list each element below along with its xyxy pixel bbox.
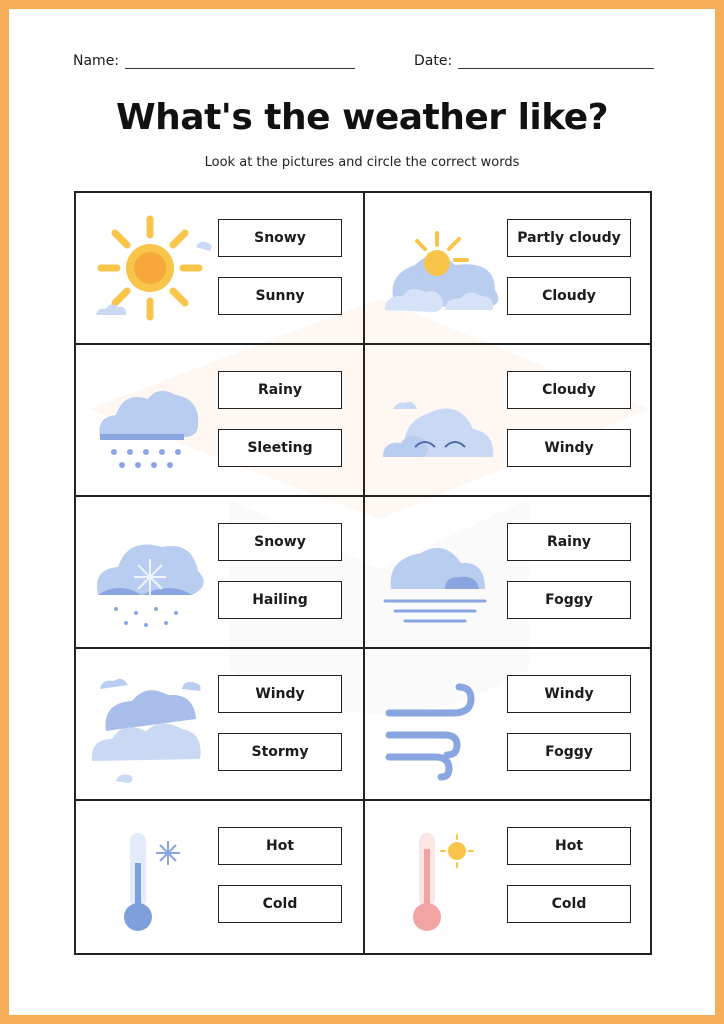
exercise-cell bbox=[365, 193, 652, 345]
exercise-cell bbox=[76, 345, 363, 497]
instructions: Look at the pictures and circle the correct words bbox=[204, 155, 520, 170]
cloudy-icon bbox=[375, 357, 505, 485]
answer-option[interactable]: Partly cloudy bbox=[507, 219, 631, 257]
answer-option[interactable]: Snowy bbox=[218, 523, 342, 561]
answer-option[interactable]: Rainy bbox=[507, 523, 631, 561]
exercise-cell bbox=[76, 649, 363, 801]
exercise-cell bbox=[365, 649, 652, 801]
answer-option[interactable]: Foggy bbox=[507, 581, 631, 619]
hot-thermometer-icon bbox=[375, 813, 505, 941]
name-line[interactable] bbox=[125, 54, 355, 69]
sunny-icon bbox=[86, 205, 216, 333]
date-field[interactable] bbox=[414, 53, 654, 69]
exercise-cell bbox=[365, 801, 652, 953]
exercise-cell bbox=[365, 497, 652, 649]
exercise-cell bbox=[365, 345, 652, 497]
answer-option[interactable]: Rainy bbox=[218, 371, 342, 409]
cold-thermometer-icon bbox=[86, 813, 216, 941]
name-field[interactable] bbox=[73, 53, 355, 69]
exercise-grid bbox=[74, 191, 652, 955]
date-label: Date: bbox=[414, 53, 453, 69]
exercise-cell bbox=[76, 497, 363, 649]
fog-cloud-icon bbox=[375, 509, 505, 637]
answer-option[interactable]: Sleeting bbox=[218, 429, 342, 467]
partly-cloudy-icon bbox=[375, 205, 505, 333]
sleet-cloud-icon bbox=[86, 357, 216, 485]
answer-option[interactable]: Foggy bbox=[507, 733, 631, 771]
answer-option[interactable]: Cold bbox=[507, 885, 631, 923]
answer-option[interactable]: Cloudy bbox=[507, 277, 631, 315]
answer-option[interactable]: Cold bbox=[218, 885, 342, 923]
answer-option[interactable]: Stormy bbox=[218, 733, 342, 771]
answer-option[interactable]: Windy bbox=[507, 675, 631, 713]
exercise-cell bbox=[76, 193, 363, 345]
snow-cloud-icon bbox=[86, 509, 216, 637]
date-line[interactable] bbox=[458, 54, 654, 69]
name-label: Name: bbox=[73, 53, 120, 69]
answer-option[interactable]: Windy bbox=[507, 429, 631, 467]
answer-option[interactable]: Hailing bbox=[218, 581, 342, 619]
answer-option[interactable]: Snowy bbox=[218, 219, 342, 257]
exercise-cell bbox=[76, 801, 363, 953]
answer-option[interactable]: Windy bbox=[218, 675, 342, 713]
answer-option[interactable]: Hot bbox=[218, 827, 342, 865]
wind-icon bbox=[375, 661, 505, 789]
answer-option[interactable]: Cloudy bbox=[507, 371, 631, 409]
page-title: What's the weather like? bbox=[115, 97, 609, 138]
answer-option[interactable]: Hot bbox=[507, 827, 631, 865]
storm-clouds-icon bbox=[86, 661, 216, 789]
answer-option[interactable]: Sunny bbox=[218, 277, 342, 315]
